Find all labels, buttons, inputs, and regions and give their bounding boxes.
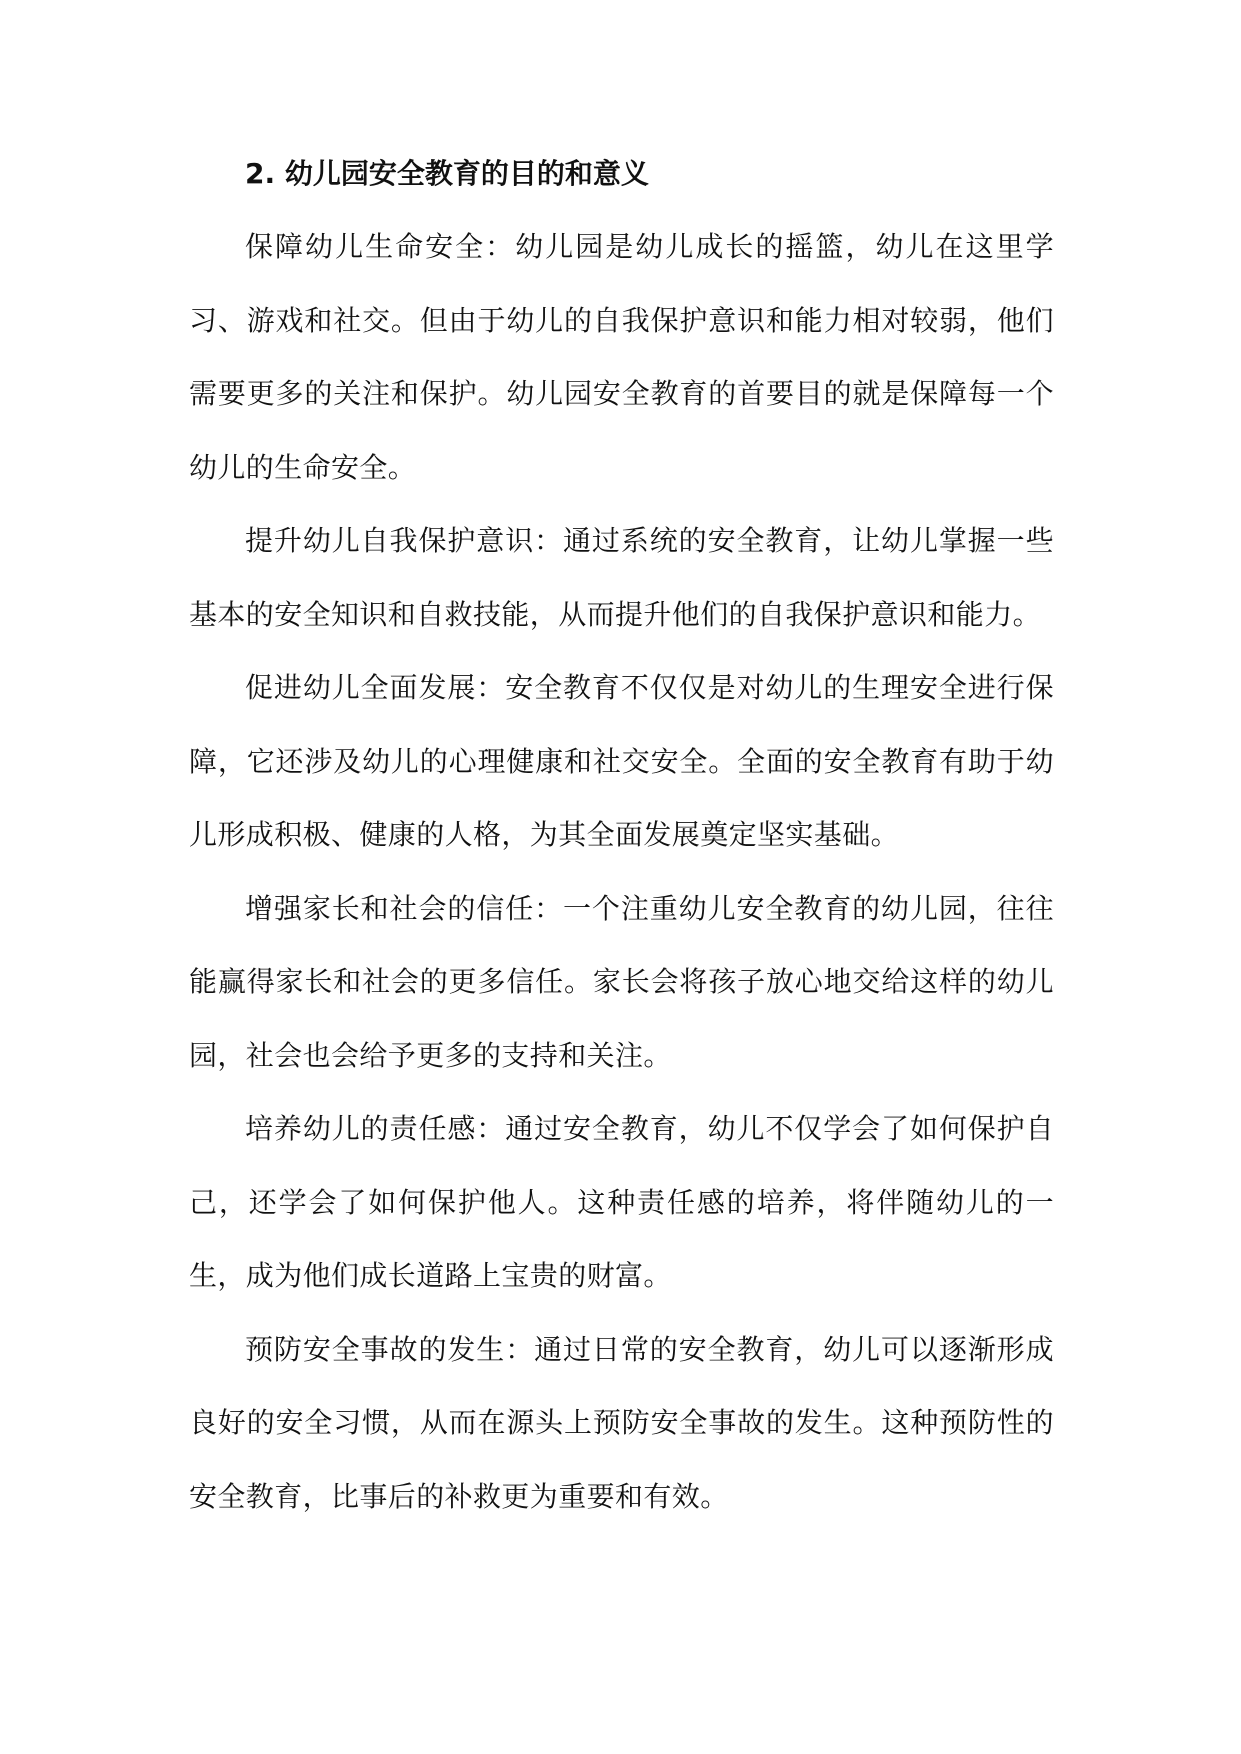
paragraph-development: 促进幼儿全面发展：安全教育不仅仅是对幼儿的生理安全进行保障，它还涉及幼儿的心理健康和社交安全。全面的安全教育有助于幼儿形成积极、健康的人格，为其全面发展奠定坚实基础。 <box>189 671 1054 851</box>
paragraph-trust: 增强家长和社会的信任：一个注重幼儿安全教育的幼儿园，往往能赢得家长和社会的更多信任。家长会将孩子放心地交给这样的幼儿园，社会也会给予更多的支持和关注。 <box>189 891 1054 1072</box>
paragraph-safety: 保障幼儿生命安全：幼儿园是幼儿成长的摇篮，幼儿在这里学习、游戏和社交。但由于幼儿的自我保护意识和能力相对较弱，他们需要更多的关注和保护。幼儿园安全教育的首要目的就是保障每一个幼儿的生命安全。 <box>189 230 1054 484</box>
paragraph-prevention: 预防安全事故的发生：通过日常的安全教育，幼儿可以逐渐形成良好的安全习惯，从而在源头上预防安全事故的发生。这种预防性的安全教育，比事后的补救更为重要和有效。 <box>189 1332 1054 1513</box>
paragraph-self-protection: 提升幼儿自我保护意识：通过系统的安全教育，让幼儿掌握一些基本的安全知识和自救技能，从而提升他们的自我保护意识和能力。 <box>189 524 1054 631</box>
section-heading: 2. 幼儿园安全教育的目的和意义 <box>245 157 649 190</box>
paragraph-responsibility: 培养幼儿的责任感：通过安全教育，幼儿不仅学会了如何保护自己，还学会了如何保护他人。这种责任感的培养，将伴随幼儿的一生，成为他们成长道路上宝贵的财富。 <box>189 1112 1054 1292</box>
document-body <box>189 138 1054 1533</box>
